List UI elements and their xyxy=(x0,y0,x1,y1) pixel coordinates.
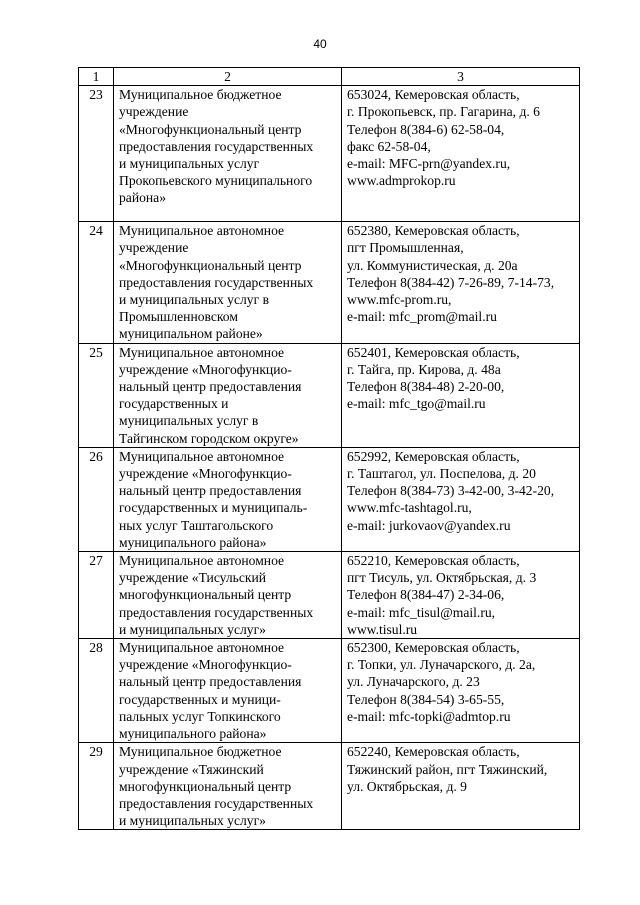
institution-name: Муниципальное автономное учреждение «Тисульский многофункциональный центр предоставления государственных и муниципальных услуг» xyxy=(114,552,342,639)
mfc-registry-table xyxy=(78,67,580,830)
column-header-contacts: 3 xyxy=(342,68,580,86)
table-row xyxy=(79,639,580,743)
row-number: 24 xyxy=(79,222,114,343)
institution-name: Муниципальное автономное учреждение «Многофункцио- нальный центр предоставления государственных и муниципаль- ных услуг Таштагольского муниципального района» xyxy=(114,447,342,551)
row-number: 29 xyxy=(79,743,114,830)
institution-contacts: 652210, Кемеровская область, пгт Тисуль, ул. Октябрьская, д. 3 Телефон 8(384-47) 2-34-06, e-mail: mfc_tisul@mail.ru, www.tisul.ru xyxy=(342,552,580,639)
row-number: 23 xyxy=(79,86,114,222)
table-row xyxy=(79,86,580,222)
institution-contacts: 652380, Кемеровская область, пгт Промышленная, ул. Коммунистическая, д. 20а Телефон 8(384-42) 7-26-89, 7-14-73, www.mfc-prom.ru, e-mail: mfc_prom@mail.ru xyxy=(342,222,580,343)
table-row xyxy=(79,552,580,639)
table-row xyxy=(79,743,580,830)
column-header-number: 1 xyxy=(79,68,114,86)
table-header-row xyxy=(79,68,580,86)
table-row xyxy=(79,222,580,343)
table-row xyxy=(79,447,580,551)
row-number: 28 xyxy=(79,639,114,743)
row-number: 26 xyxy=(79,447,114,551)
column-header-name: 2 xyxy=(114,68,342,86)
institution-contacts: 652401, Кемеровская область, г. Тайга, пр. Кирова, д. 48а Телефон 8(384-48) 2-20-00, e-mail: mfc_tgo@mail.ru xyxy=(342,343,580,447)
institution-name: Муниципальное бюджетное учреждение «Тяжинский многофункциональный центр предоставления государственных и муниципальных услуг» xyxy=(114,743,342,830)
institution-contacts: 653024, Кемеровская область, г. Прокопьевск, пр. Гагарина, д. 6 Телефон 8(384-6) 62-58-04, факс 62-58-04, e-mail: MFC-prn@yandex.ru, www.admprokop.ru xyxy=(342,86,580,222)
institution-name: Муниципальное автономное учреждение «Многофункциональный центр предоставления государственных и муниципальных услуг в Промышленновском муниципальном районе» xyxy=(114,222,342,343)
row-number: 27 xyxy=(79,552,114,639)
page-number: 40 xyxy=(313,37,327,51)
row-number: 25 xyxy=(79,343,114,447)
institution-contacts: 652240, Кемеровская область, Тяжинский район, пгт Тяжинский, ул. Октябрьская, д. 9 xyxy=(342,743,580,830)
institution-name: Муниципальное автономное учреждение «Многофункцио- нальный центр предоставления государственных и муници- пальных услуг Топкинского муниципального района» xyxy=(114,639,342,743)
institution-contacts: 652300, Кемеровская область, г. Топки, ул. Луначарского, д. 2а, ул. Луначарского, д. 23 Телефон 8(384-54) 3-65-55, e-mail: mfc-topki@admtop.ru xyxy=(342,639,580,743)
institution-contacts: 652992, Кемеровская область, г. Таштагол, ул. Поспелова, д. 20 Телефон 8(384-73) 3-42-00, 3-42-20, www.mfc-tashtagol.ru, e-mail: jurkovaov@yandex.ru xyxy=(342,447,580,551)
institution-name: Муниципальное бюджетное учреждение «Многофункциональный центр предоставления государственных и муниципальных услуг Прокопьевского муниципального района» xyxy=(114,86,342,222)
table-row xyxy=(79,343,580,447)
institution-name: Муниципальное автономное учреждение «Многофункцио- нальный центр предоставления государственных и муниципальных услуг в Тайгинском городском округе» xyxy=(114,343,342,447)
